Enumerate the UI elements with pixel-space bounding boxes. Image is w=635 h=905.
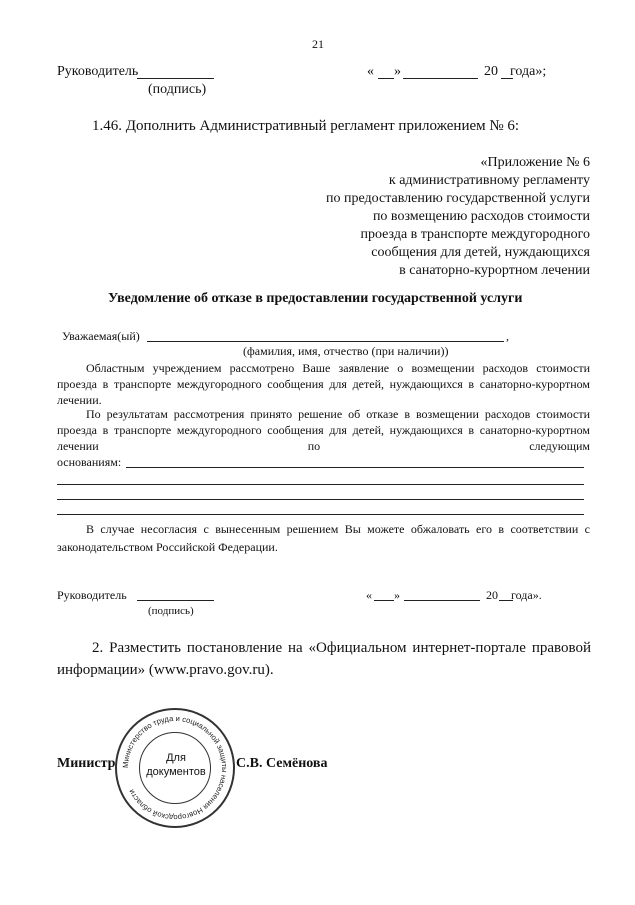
appendix-line-7: в санаторно-курортном лечении (399, 263, 590, 278)
appendix-line-4: по возмещению расходов стоимости (372, 209, 590, 224)
stamp-label-line-1: Для (166, 752, 186, 764)
bottom-quote-close: » (394, 588, 400, 602)
reason-line-2 (57, 484, 584, 485)
appendix-line-5: проезда в транспорте междугородного (360, 227, 590, 242)
appendix-line-1: «Приложение № 6 (480, 155, 590, 170)
bottom-year-suffix: года». (511, 588, 542, 602)
minister-name: С.В. Семёнова (236, 756, 328, 771)
top-month-line (403, 78, 478, 79)
top-rukovoditel-label: Руководитель (57, 64, 139, 79)
greeting-comma: , (506, 329, 509, 343)
minister-title: Министр (57, 756, 116, 771)
top-quote-close: » (394, 64, 401, 79)
osnovaniya-label: основаниям: (57, 455, 122, 469)
stamp-label-line-2: документов (146, 766, 206, 778)
bottom-year-prefix: 20 (486, 588, 498, 602)
notice-title: Уведомление об отказе в предоставлении государственной услуги (108, 291, 523, 306)
item-2-line-2: информации» (www.pravo.gov.ru). (57, 662, 274, 678)
reason-line-1 (126, 467, 584, 468)
notice-paragraph-3: В случае несогласия с вынесенным решением Вы можете обжаловать его в соответствии с законодательством Российской Федерации. (57, 522, 590, 554)
reason-line-3 (57, 499, 584, 500)
appendix-line-3: по предоставлению государственной услуги (326, 191, 590, 206)
bottom-month-line (404, 600, 480, 601)
bottom-day-line (374, 600, 394, 601)
fio-hint: (фамилия, имя, отчество (при наличии)) (243, 344, 449, 358)
greeting-label: Уважаемая(ый) (62, 329, 140, 343)
top-podpis-label: (подпись) (148, 82, 207, 97)
notice-paragraph-2: По результатам рассмотрения принято решение об отказе в возмещении расходов стоимости проезда в транспорте междугородного сообщения для детей, нуждающихся в санаторно-курортном лечении по следующим (57, 407, 590, 453)
item-1-46: 1.46. Дополнить Административный регламент приложением № 6: (92, 118, 520, 134)
top-day-line (378, 78, 394, 79)
top-year-suffix: года»; (510, 64, 547, 79)
fio-line (147, 341, 504, 342)
item-2-line-1: 2. Разместить постановление на «Официальном интернет-портале правовой (92, 640, 591, 656)
bottom-signature-line (137, 600, 214, 601)
official-stamp (115, 708, 235, 828)
stamp-label (135, 751, 217, 779)
stamp-ring-text: Министерство труда и социальной защиты населения Новгородской области (120, 713, 230, 823)
appendix-line-2: к административному регламенту (388, 173, 590, 188)
bottom-podpis-label: (подпись) (148, 605, 194, 617)
bottom-quote-open: « (366, 588, 372, 602)
notice-paragraph-1: Областным учреждением рассмотрено Ваше заявление о возмещении расходов стоимости проезда в транспорте междугородного сообщения для детей, нуждающихся в санаторно-курортном лечении. (57, 361, 590, 407)
appendix-line-6: сообщения для детей, нуждающихся (371, 245, 590, 260)
top-quote-open: « (367, 64, 374, 79)
page-number: 21 (312, 37, 324, 51)
reason-line-4 (57, 514, 584, 515)
bottom-rukovoditel-label: Руководитель (57, 588, 127, 602)
top-year-prefix: 20 (484, 64, 498, 79)
top-signature-line (137, 78, 214, 79)
